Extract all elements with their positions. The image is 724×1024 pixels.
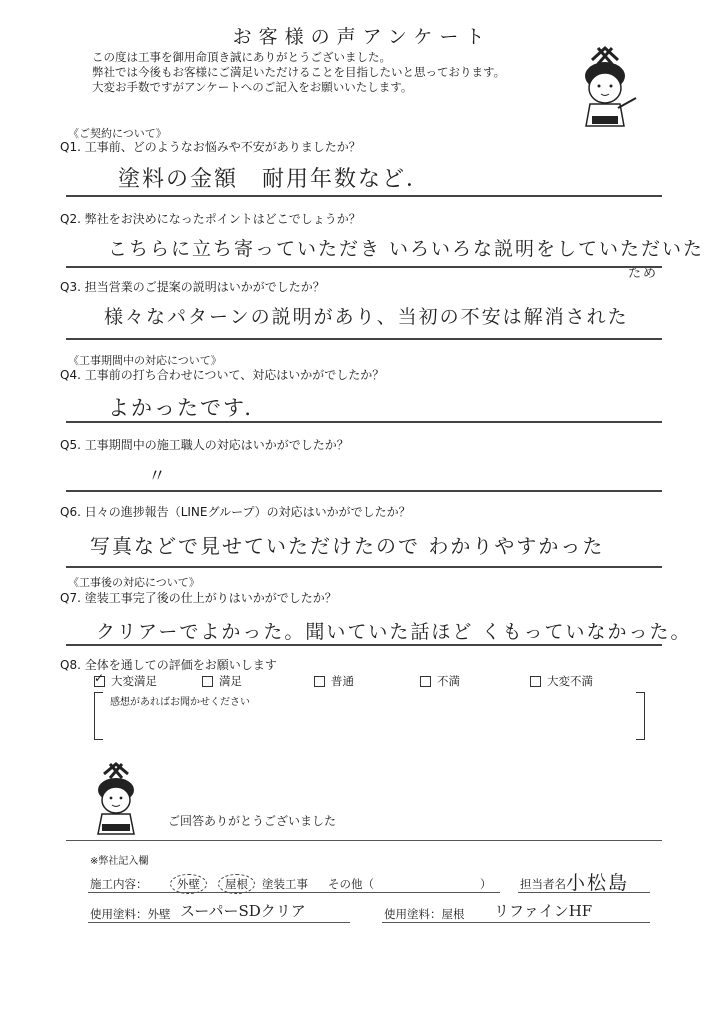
rating-label: 大変不満	[547, 674, 593, 688]
rep-label: 担当者名	[520, 877, 566, 891]
intro-line-1: この度は工事を御用命頂き誠にありがとうございました。	[92, 50, 391, 64]
question-7: Q7. 塗装工事完了後の仕上がりはいかがでしたか？	[60, 591, 337, 605]
question-8: Q8. 全体を通しての評価をお願いします	[60, 658, 277, 672]
rating-label: 大変満足	[111, 674, 157, 688]
rating-label: 普通	[331, 674, 354, 688]
checkbox-checked-icon[interactable]	[94, 676, 105, 687]
work-label: 施工内容：	[90, 877, 148, 891]
answer-1-line	[66, 195, 662, 197]
question-2: Q2. 弊社をお決めになったポイントはどこでしょうか？	[60, 212, 361, 226]
question-5: Q5. 工事期間中の施工職人の対応はいかがでしたか？	[60, 438, 349, 452]
rating-satisfied[interactable]	[202, 673, 242, 689]
mascot-illustration-bottom	[88, 760, 144, 838]
answer-6: 写真などで見せていただけたので わかりやすかった	[90, 534, 605, 558]
section-contract: 《ご契約について》	[68, 127, 167, 140]
page-title: お客様の声アンケート	[232, 26, 492, 48]
rep-line	[518, 892, 650, 893]
work-item-roof: 屋根	[218, 874, 255, 894]
rating-label: 満足	[219, 674, 242, 688]
answer-4: よかったです．	[108, 396, 268, 420]
comment-field[interactable]: 感想があればお聞かせください	[110, 697, 250, 708]
question-1: Q1. 工事前、どのようなお悩みや不安がありましたか？	[60, 140, 361, 154]
intro-text	[92, 50, 505, 95]
divider	[66, 840, 662, 841]
answer-7: クリアーでよかった。聞いていた話ほど くもっていなかった。	[96, 621, 692, 643]
work-other-label: その他（	[328, 877, 374, 891]
paint-roof-label: 使用塗料：屋根	[384, 907, 465, 921]
checkbox-icon[interactable]	[314, 676, 325, 687]
work-item-wall: 外壁	[170, 874, 207, 894]
answer-2-line	[66, 266, 662, 268]
section-during: 《工事期間中の対応について》	[68, 354, 222, 367]
rating-label: 不満	[437, 674, 460, 688]
rating-neutral[interactable]	[314, 673, 354, 689]
paint-roof-line	[382, 922, 650, 923]
answer-5: 〃	[148, 466, 168, 487]
question-4: Q4. 工事前の打ち合わせについて、対応はいかがでしたか？	[60, 368, 385, 382]
comment-bracket-right	[636, 692, 645, 740]
paint-wall-label: 使用塗料：外壁	[90, 907, 171, 921]
answer-2: こちらに立ち寄っていただき いろいろな説明をしていただいた	[108, 238, 705, 260]
rep-value: 小松島	[566, 872, 630, 894]
answer-7-line	[66, 644, 662, 646]
answer-3-line	[66, 338, 662, 340]
answer-5-line	[66, 490, 662, 492]
question-6: Q6. 日々の進捗報告（LINEグループ）の対応はいかがでしたか？	[60, 505, 411, 519]
section-after: 《工事後の対応について》	[68, 576, 200, 589]
rating-dissatisfied[interactable]	[420, 673, 460, 689]
intro-line-3: 大変お手数ですがアンケートへのご記入をお願いいたします。	[92, 80, 413, 94]
answer-1: 塗料の金額 耐用年数など．	[118, 167, 431, 192]
rating-very-dissatisfied[interactable]	[530, 673, 593, 689]
checkbox-icon[interactable]	[202, 676, 213, 687]
answer-3: 様々なパターンの説明があり、当初の不安は解消された	[104, 306, 629, 328]
answer-4-line	[66, 421, 662, 423]
rating-very-satisfied[interactable]	[94, 673, 157, 689]
checkbox-icon[interactable]	[420, 676, 431, 687]
paint-wall-line	[88, 922, 350, 923]
answer-6-line	[66, 566, 662, 568]
answer-2-continued: ため	[628, 266, 659, 281]
mascot-illustration	[570, 42, 640, 132]
work-item-painting: 塗装工事	[262, 877, 308, 891]
paint-wall-value: スーパーSDクリア	[180, 902, 306, 920]
work-other-close: ）	[480, 877, 492, 891]
comment-bracket-left	[94, 692, 103, 740]
thanks-message: ご回答ありがとうございました	[168, 814, 337, 828]
intro-line-2: 弊社では今後もお客様にご満足いただけることを目指したいと思っております。	[92, 65, 506, 79]
work-line	[88, 892, 500, 893]
office-heading: ※弊社記入欄	[90, 856, 149, 867]
paint-roof-value: リファインHF	[494, 902, 593, 920]
question-3: Q3. 担当営業のご提案の説明はいかがでしたか？	[60, 280, 325, 294]
checkbox-icon[interactable]	[530, 676, 541, 687]
